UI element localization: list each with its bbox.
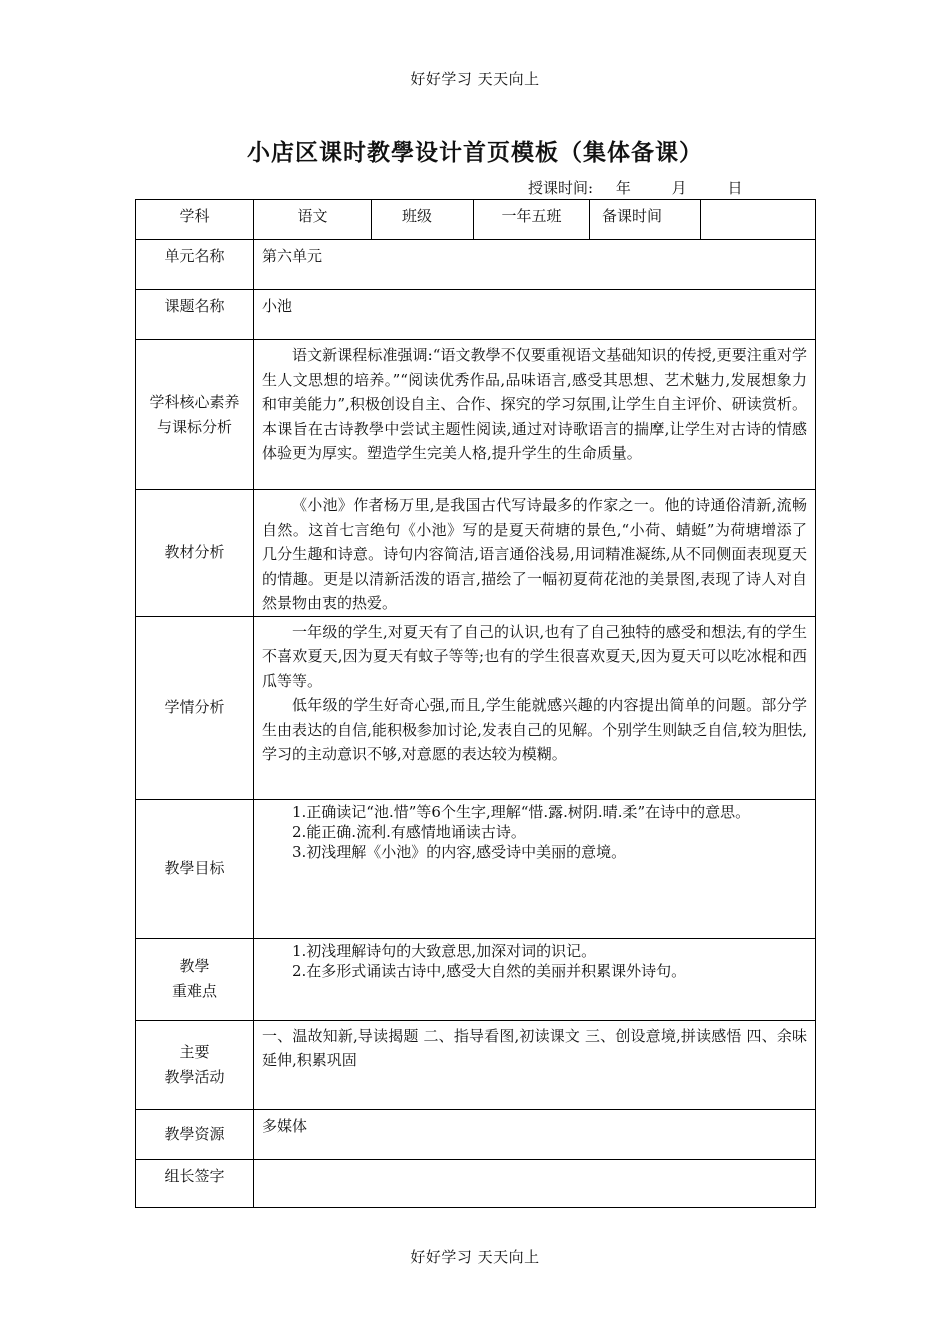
- lesson-label: 课题名称: [136, 290, 254, 340]
- table-row: [136, 799, 816, 938]
- header-running-text: 好好学习 天天向上: [410, 70, 540, 88]
- key-points-label-line-2: 重难点: [171, 982, 217, 1000]
- goal-item-1: 1.正确读记“池.惜”等6个生字,理解“惜.露.树阴.晴.柔”在诗中的意思。: [292, 802, 751, 821]
- table-row: [136, 616, 816, 799]
- signature-label: 组长签字: [136, 1159, 254, 1207]
- activities-text: 一、温故知新,导读揭题 二、指导看图,初读课文 三、创设意境,拼读感悟 四、余味延伸,积累巩固: [262, 1026, 807, 1069]
- table-row: [136, 1020, 816, 1109]
- table-row: [136, 340, 816, 490]
- date-year-label: 年: [615, 179, 631, 197]
- table-row: [136, 240, 816, 290]
- key-point-item-1: 1.初浅理解诗句的大致意思,加深对词的识记。: [292, 941, 597, 960]
- lesson-value: 小池: [254, 290, 816, 340]
- prep-time-label: 备课时间: [590, 200, 701, 240]
- table-row: [136, 938, 816, 1020]
- goals-label: 教學目标: [136, 799, 254, 938]
- subject-value: 语文: [254, 200, 372, 240]
- core-analysis-label: 学科核心素养与课标分析: [136, 340, 254, 490]
- students-cell: [254, 616, 816, 799]
- resources-label: 教學资源: [136, 1109, 254, 1159]
- students-para-2: 低年级的学生好奇心强,而且,学生能就感兴趣的内容提出简单的问题。部分学生由表达的自信,能积极参加讨论,发表自己的见解。个别学生则缺乏自信,较为胆怯,学习的主动意识不够,对意愿的表达较为模糊。: [262, 696, 807, 763]
- goals-cell: [254, 799, 816, 938]
- goal-item-2: 2.能正确.流利.有感情地诵读古诗。: [292, 822, 526, 841]
- students-para-1: 一年级的学生,对夏天有了自己的认识,也有了自己独特的感受和想法,有的学生不喜欢夏天,因为夏天有蚊子等等;也有的学生很喜欢夏天,因为夏天可以吃冰棍和西瓜等等。: [262, 622, 807, 690]
- students-label: 学情分析: [136, 616, 254, 799]
- subject-label: 学科: [136, 200, 254, 240]
- date-day-label: 日: [727, 179, 743, 197]
- table-row: [136, 200, 816, 240]
- table-row: [136, 490, 816, 617]
- teaching-date-line: [528, 177, 742, 198]
- table-row: [136, 290, 816, 340]
- activities-label-cell: [136, 1020, 254, 1109]
- key-point-item-2: 2.在多形式诵读古诗中,感受大自然的美丽并积累课外诗句。: [292, 961, 687, 980]
- prep-time-value[interactable]: [701, 200, 816, 240]
- core-analysis-text: 语文新课程标准强调:“语文教學不仅要重视语文基础知识的传授,更要注重对学生人文思想的培养。”“阅读优秀作品,品味语言,感受其思想、艺术魅力,发展想象力和审美能力”,积极创设自主、合作、探究的学习氛围,让学生自主评价、研读赏析。本课旨在古诗教學中尝试主题性阅读,通过对诗歌语言的揣摩,让学生对古诗的情感体验更为厚实。塑造学生完美人格,提升学生的生命质量。: [262, 346, 807, 462]
- key-points-label-line-1: 教學: [179, 957, 210, 975]
- core-analysis-cell: [254, 340, 816, 490]
- table-row: [136, 1109, 816, 1159]
- teaching-date-label: 授课时间:: [528, 179, 594, 197]
- activities-label-line-2: 教學活动: [164, 1067, 225, 1086]
- unit-label: 单元名称: [136, 240, 254, 290]
- key-points-label-cell: [136, 938, 254, 1020]
- goal-item-3: 3.初浅理解《小池》的内容,感受诗中美丽的意境。: [292, 842, 627, 861]
- date-month-label: 月: [671, 179, 687, 197]
- activities-label-line-1: 主要: [179, 1042, 210, 1061]
- class-value: 一年五班: [474, 200, 590, 240]
- key-points-cell: [254, 938, 816, 1020]
- material-label: 教材分析: [136, 490, 254, 617]
- table-row: [136, 1159, 816, 1207]
- class-label: 班级: [372, 200, 474, 240]
- page-title: 小店区课时教學设计首页模板（集体备课）: [247, 140, 703, 166]
- resources-value: 多媒体: [254, 1109, 816, 1159]
- lesson-plan-table: [135, 199, 816, 1208]
- footer-running-text: 好好学习 天天向上: [410, 1248, 540, 1266]
- material-cell: [254, 490, 816, 617]
- activities-cell: [254, 1020, 816, 1109]
- signature-value[interactable]: [254, 1159, 816, 1207]
- material-text: 《小池》作者杨万里,是我国古代写诗最多的作家之一。他的诗通俗清新,流畅自然。这首七言绝句《小池》写的是夏天荷塘的景色,“小荷、蜻蜓”为荷塘增添了几分生趣和诗意。诗句内容简洁,语言通俗浅易,用词精准凝练,从不同侧面表现夏天的情趣。更是以清新活泼的语言,描绘了一幅初夏荷花池的美景图,表现了诗人对自然景物由衷的热爱。: [262, 496, 807, 612]
- unit-value: 第六单元: [254, 240, 816, 290]
